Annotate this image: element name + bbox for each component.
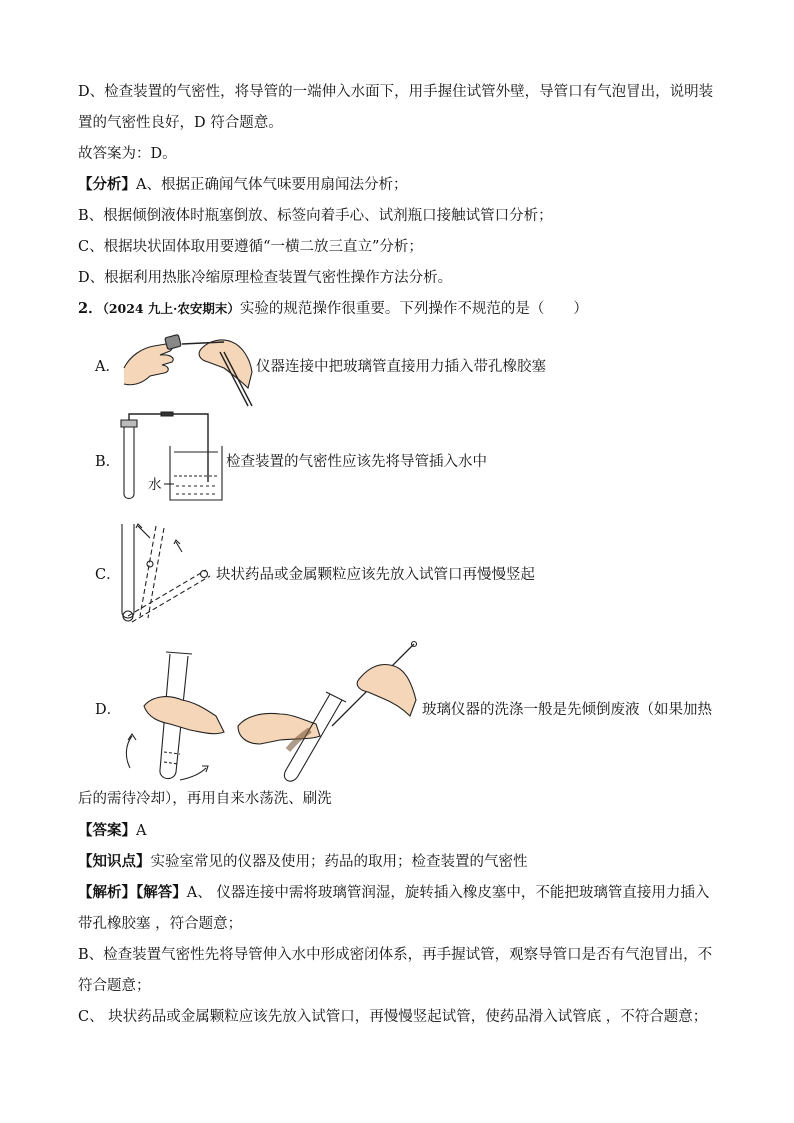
analysis-line: [78, 175, 728, 195]
solution-line: 符合题意；: [78, 978, 151, 994]
figure-insert-glass-tube: [120, 328, 255, 408]
option-c-label: C．: [95, 567, 121, 583]
analysis-text: A、根据正确闻气体气味要用扇闻法分析；: [136, 177, 408, 193]
text-line: D、根据利用热胀冷缩原理检查装置气密性操作方法分析。: [78, 270, 453, 286]
option-a-label: A．: [95, 359, 120, 375]
option-b-label: B．: [95, 454, 121, 470]
figure-add-solid-to-tube: [116, 520, 216, 630]
text-line: C、根据块状固体取用要遵循“一横二放三直立”分析；: [78, 239, 423, 255]
solution-line: 带孔橡胶塞 ，符合题意；: [78, 916, 243, 932]
option-d-label: D．: [95, 702, 122, 718]
option-b-text: 检查装置的气密性应该先将导管插入水中: [226, 454, 487, 470]
figure-airtightness-check: [116, 412, 226, 502]
knowledge-value: 实验室常见的仪器及使用；药品的取用；检查装置的气密性: [150, 854, 528, 870]
option-a-text: 仪器连接中把玻璃管直接用力插入带孔橡胶塞: [256, 359, 546, 375]
option-c-text: 块状药品或金属颗粒应该先放入试管口再慢慢竖起: [216, 567, 535, 583]
option-d-text: 玻璃仪器的洗涤一般是先倾倒废液（如果加热: [422, 702, 712, 718]
solution-line: B、检查装置气密性先将导管伸入水中形成密闭体系，再手握试管，观察导管口是否有气泡冒出，不: [78, 947, 713, 963]
knowledge-line: [78, 852, 728, 872]
option-d-text-continued: 后的需待冷却），再用自来水荡洗、刷洗: [78, 791, 332, 807]
question-stem: 实验的规范操作很重要。下列操作不规范的是（ ）: [239, 301, 588, 317]
solution-tag: 【解析】【解答】: [78, 884, 187, 901]
solution-text: A、 仪器连接中需将玻璃管润湿，旋转插入橡皮塞中，不能把玻璃管直接用力插入: [186, 885, 710, 901]
text-line: 置的气密性良好，D 符合题意。: [78, 115, 283, 131]
analysis-tag: 【分析】: [78, 176, 136, 193]
option-b-water-label: 水: [148, 477, 162, 493]
text-line: D、检查装置的气密性，将导管的一端伸入水面下，用手握住试管外壁，导管口有气泡冒出，说明装: [78, 84, 714, 100]
solution-line: C、 块状药品或金属颗粒应该先放入试管口，再慢慢竖起试管，使药品滑入试管底 ，不符合题意；: [78, 1009, 708, 1025]
text-line: 故答案为：D。: [78, 146, 177, 162]
answer-tag: 【答案】: [78, 822, 136, 839]
figure-wash-glassware: [120, 640, 420, 785]
solution-line: [78, 883, 728, 903]
question-number: 2．: [78, 300, 103, 317]
answer-value: A: [136, 823, 147, 839]
question-source: （2024 九上·农安期末）: [102, 301, 240, 316]
knowledge-tag: 【知识点】: [78, 853, 151, 870]
question-2: [78, 299, 728, 319]
text-line: B、根据倾倒液体时瓶塞倒放、标签向着手心、试剂瓶口接触试管口分析；: [78, 208, 553, 224]
answer-line: [78, 821, 728, 841]
